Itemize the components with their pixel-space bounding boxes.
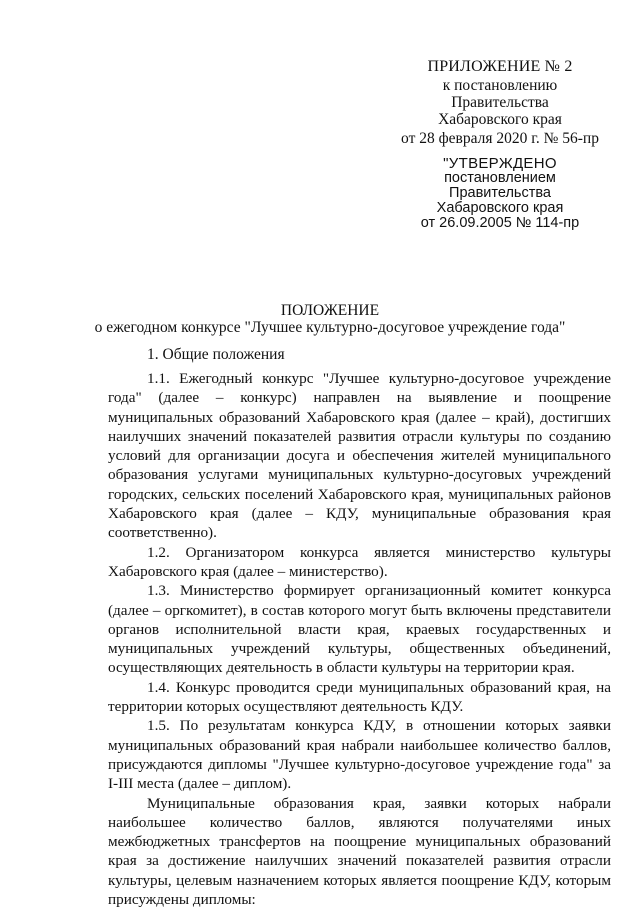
paragraph: 1.3. Министерство формирует организационный комитет конкурса (далее – оргкомитет), в состав которого могут быть включены представители органов исполнительной власти края, краевых государственных и муниципальных учреждений культуры, общественных объединений, осуществляющих деятельность в области культуры на территории края. [108,582,611,677]
paragraph: 1.2. Организатором конкурса является министерство культуры Хабаровского края (далее – министерство). [108,543,611,580]
paragraph: 1.5. По результатам конкурса КДУ, в отношении которых заявки муниципальных образований края набрали наибольшее количество баллов, присуждаются дипломы "Лучшее культурно-досуговое учреждение года" за I-III места (далее – диплом). [108,717,611,793]
approval-line: Хабаровского края [436,200,564,216]
paragraph: 1.4. Конкурс проводится среди муниципальных образований края, на территории которых осуществляют деятельность КДУ. [108,678,611,716]
appendix-heading: ПРИЛОЖЕНИЕ № 2 [427,58,573,75]
document-subtitle: о ежегодном конкурсе "Лучшее культурно-досуговое учреждение года" [94,319,566,336]
approval-line: Правительства [449,185,551,201]
appendix-line: Правительства [451,94,549,111]
approval-heading: "УТВЕРЖДЕНО [443,155,557,172]
appendix-line: от 28 февраля 2020 г. № 56-пр [401,130,599,147]
appendix-line: Хабаровского края [438,111,562,128]
approval-line: постановлением [444,170,556,186]
paragraph: Муниципальные образования края, заявки которых набрали наибольшее количество баллов, являются получателями иных межбюджетных трансфертов на поощрение муниципальных образований края за достижение наилучших значений показателей развития отрасли культуры, целевым назначением которых является поощрение КДУ, которым присуждены дипломы: [108,794,611,909]
appendix-block [390,58,610,147]
body-text [108,369,611,909]
approval-line: от 26.09.2005 № 114-пр [420,215,580,231]
appendix-line: к постановлению [442,77,558,94]
document-title-block [60,302,600,336]
section-heading: 1. Общие положения [147,346,285,363]
document-title: ПОЛОЖЕНИЕ [280,302,380,319]
approval-block [400,156,600,231]
paragraph: 1.1. Ежегодный конкурс "Лучшее культурно-досуговое учреждение года" (далее – конкурс) направлен на выявление и поощрение муниципальных образований Хабаровского края (далее – край), достигших наилучших значений показателей развития отрасли культуры по созданию условий для организации досуга и обеспечения жителей муниципального образования услугами муниципальных культурно-досуговых учреждений городских, сельских поселений Хабаровского края, муниципальных районов Хабаровского края (далее – КДУ, муниципальные образования края соответственно). [108,370,611,542]
